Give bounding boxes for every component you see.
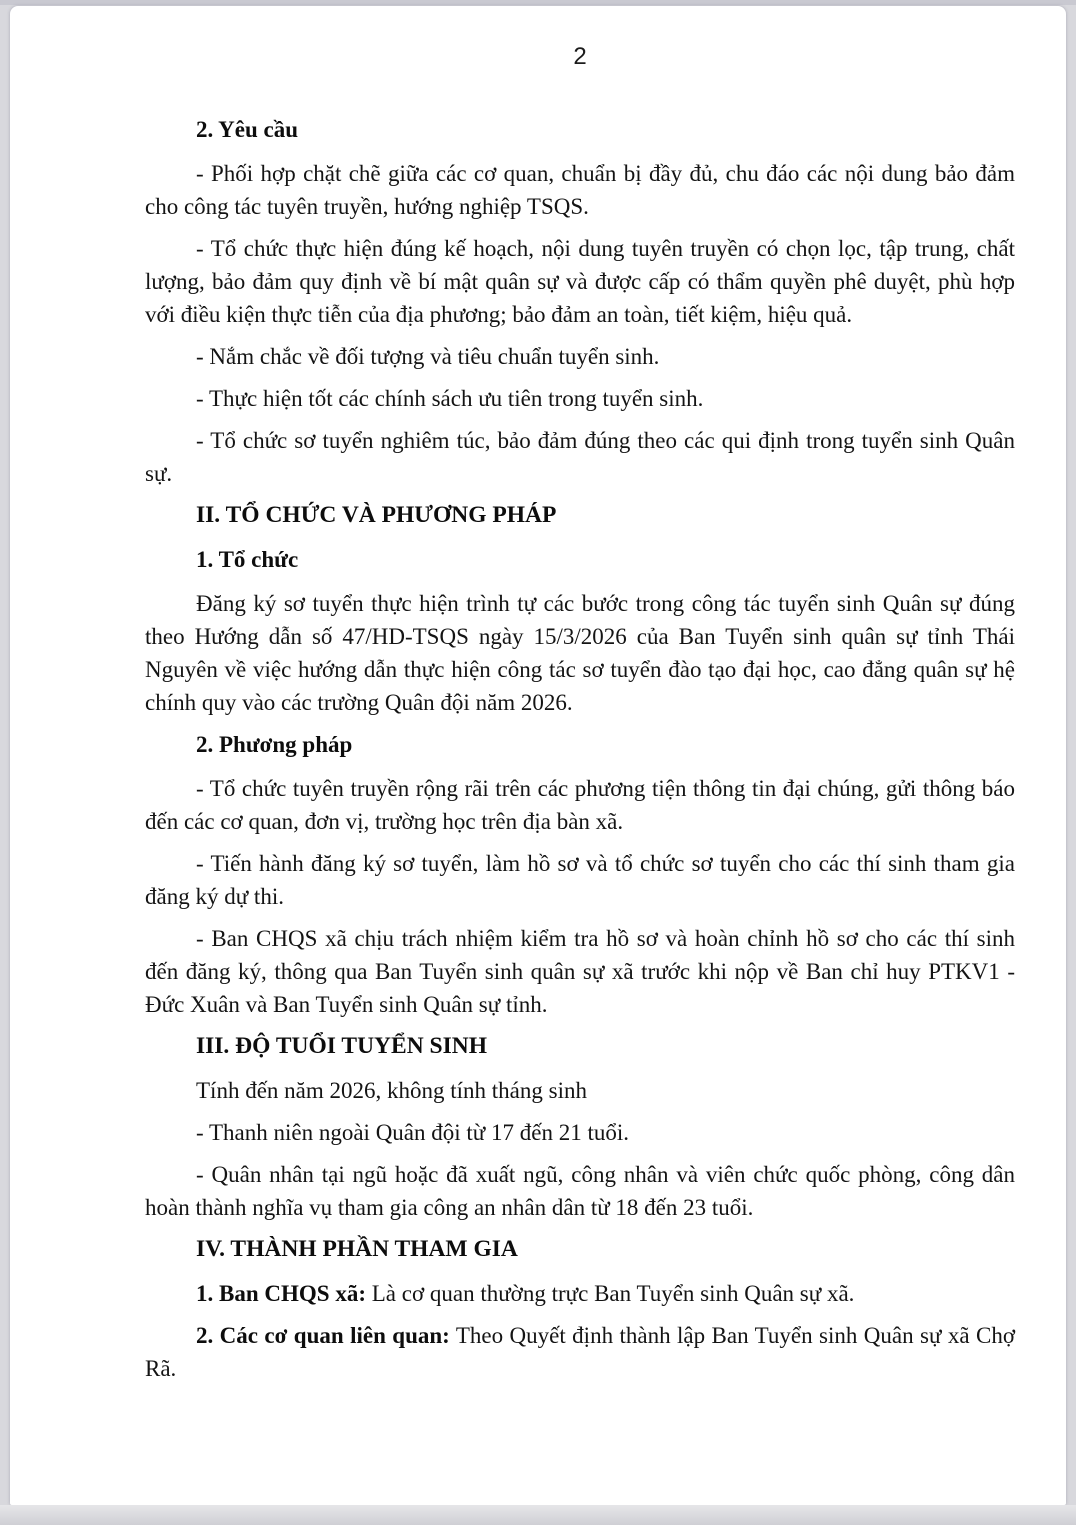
paragraph-phoi-hop: - Phối hợp chặt chẽ giữa các cơ quan, chuẩn bị đầy đủ, chu đáo các nội dung bảo đảm cho công tác tuyên truyền, hướng nghiệp TSQS. bbox=[145, 161, 1015, 219]
paragraph-to-chuc-so-tuyen: - Tổ chức sơ tuyển nghiêm túc, bảo đảm đúng theo các qui định trong tuyển sinh Quân sự. bbox=[145, 428, 1015, 486]
document-page bbox=[10, 6, 1066, 1505]
canvas-top-edge bbox=[0, 0, 1076, 5]
paragraph-thuc-hien-tot: - Thực hiện tốt các chính sách ưu tiên trong tuyển sinh. bbox=[196, 386, 704, 411]
paragraph-ban-chqs-xa bbox=[145, 1277, 1015, 1310]
page-number: 2 bbox=[573, 43, 587, 70]
heading-phuong-phap: 2. Phương pháp bbox=[196, 732, 353, 757]
paragraph-nam-chac: - Nắm chắc về đối tượng và tiêu chuẩn tuyển sinh. bbox=[196, 344, 660, 369]
paragraph-tinh-den-nam: Tính đến năm 2026, không tính tháng sinh bbox=[196, 1078, 587, 1103]
heading-do-tuoi-tuyen-sinh: III. ĐỘ TUỔI TUYỂN SINH bbox=[196, 1033, 488, 1059]
paragraph-rest-co-quan: Theo Quyết định thành lập Ban Tuyển sinh Quân sự xã Chợ Rã. bbox=[145, 1323, 1015, 1381]
paragraph-tuyen-truyen-rong-rai: - Tổ chức tuyên truyền rộng rãi trên các phương tiện thông tin đại chúng, gửi thông báo đến các cơ quan, đơn vị, trường học trên địa bàn xã. bbox=[145, 776, 1015, 834]
heading-thanh-phan-tham-gia: IV. THÀNH PHẦN THAM GIA bbox=[196, 1236, 518, 1262]
paragraph-tien-hanh-dang-ky: - Tiến hành đăng ký sơ tuyển, làm hồ sơ và tổ chức sơ tuyển cho các thí sinh tham gia đăng ký dự thi. bbox=[145, 851, 1015, 909]
heading-to-chuc: 1. Tổ chức bbox=[196, 547, 299, 572]
paragraph-to-chuc-thuc-hien: - Tổ chức thực hiện đúng kế hoạch, nội dung tuyên truyền có chọn lọc, tập trung, chất lượng, bảo đảm quy định về bí mật quân sự và được cấp có thẩm quyền phê duyệt, phù hợp với điều kiện thực tiễn của địa phương; bảo đảm an toàn, tiết kiệm, hiệu quả. bbox=[145, 236, 1015, 327]
heading-yeu-cau: 2. Yêu cầu bbox=[196, 117, 299, 142]
document-body bbox=[145, 113, 1015, 1385]
paragraph-cac-co-quan-lien-quan bbox=[145, 1319, 1015, 1385]
paragraph-lead-co-quan: 2. Các cơ quan liên quan: bbox=[196, 1323, 450, 1348]
paragraph-dang-ky-so-tuyen: Đăng ký sơ tuyển thực hiện trình tự các bước trong công tác tuyển sinh Quân sự đúng theo Hướng dẫn số 47/HD-TSQS ngày 15/3/2026 của Ban Tuyển sinh quân sự tỉnh Thái Nguyên về việc hướng dẫn thực hiện công tác sơ tuyển đào tạo đại học, cao đẳng quân sự hệ chính quy vào các trường Quân đội năm 2026. bbox=[145, 591, 1015, 715]
paragraph-ban-chqs-kiem-tra: - Ban CHQS xã chịu trách nhiệm kiểm tra hồ sơ và hoàn chỉnh hồ sơ cho các thí sinh đến đăng ký, thông qua Ban Tuyển sinh quân sự xã trước khi nộp về Ban chỉ huy PTKV1 - Đức Xuân và Ban Tuyển sinh Quân sự tỉnh. bbox=[145, 926, 1015, 1017]
paragraph-lead-ban-chqs: 1. Ban CHQS xã: bbox=[196, 1281, 366, 1306]
paragraph-rest-ban-chqs: Là cơ quan thường trực Ban Tuyển sinh Quân sự xã. bbox=[365, 1281, 855, 1306]
canvas-bottom-edge bbox=[0, 1505, 1076, 1525]
heading-to-chuc-va-phuong-phap: II. TỔ CHỨC VÀ PHƯƠNG PHÁP bbox=[196, 502, 557, 528]
paragraph-thanh-nien: - Thanh niên ngoài Quân đội từ 17 đến 21 tuổi. bbox=[196, 1120, 630, 1145]
paragraph-quan-nhan: - Quân nhân tại ngũ hoặc đã xuất ngũ, công nhân và viên chức quốc phòng, công dân hoàn thành nghĩa vụ tham gia công an nhân dân từ 18 đến 23 tuổi. bbox=[145, 1162, 1015, 1220]
